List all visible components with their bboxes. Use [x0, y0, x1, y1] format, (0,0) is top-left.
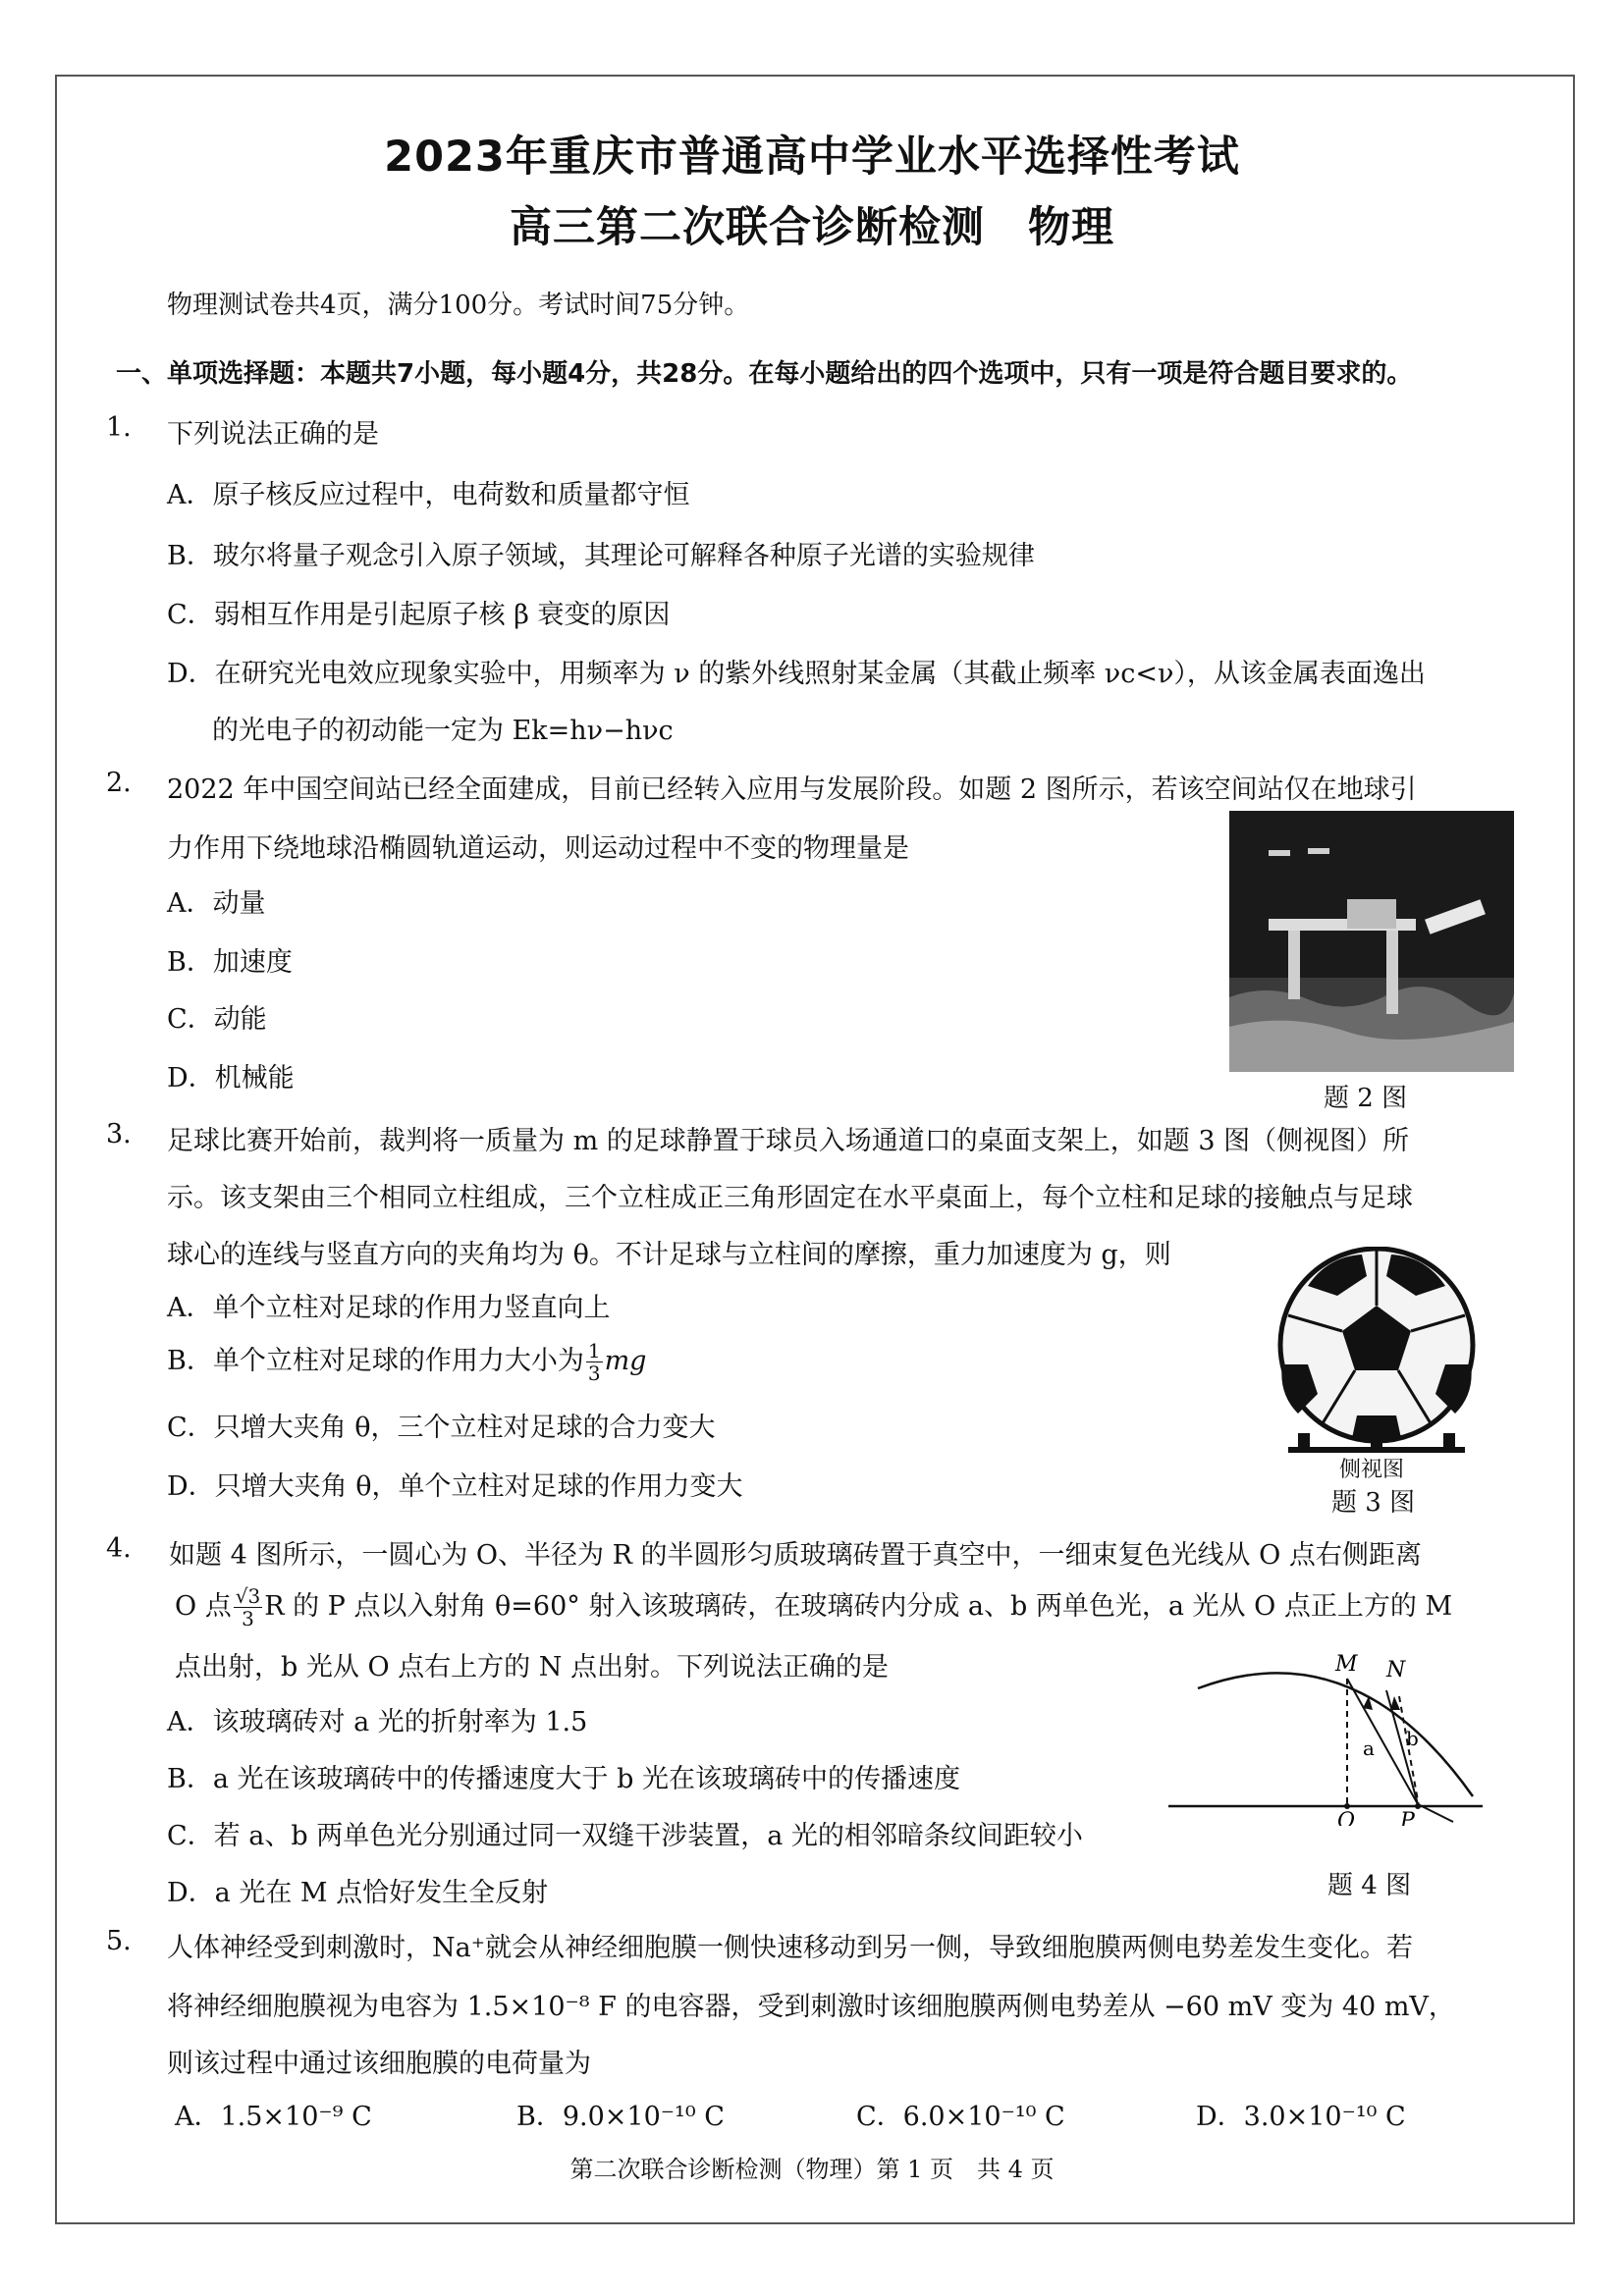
q2-option-b: B．加速度: [167, 947, 293, 978]
exam-title: 2023年重庆市普通高中学业水平选择性考试: [384, 133, 1240, 182]
semicircle-prism-diagram: [1159, 1649, 1492, 1826]
label-m: M: [1335, 1652, 1358, 1677]
q3-option-d: D．只增大夹角 θ，单个立柱对足球的作用力变大: [167, 1471, 743, 1502]
q4-number: 4.: [106, 1533, 132, 1564]
soccer-ball-figure: [1269, 1247, 1485, 1453]
q3-stem-line1: 足球比赛开始前，裁判将一质量为 m 的足球静置于球员入场通道口的桌面支架上，如题 3 图（侧视图）所: [167, 1126, 1410, 1156]
q3-option-c: C．只增大夹角 θ，三个立柱对足球的合力变大: [167, 1413, 716, 1443]
space-station-photo: [1229, 811, 1514, 1072]
section-heading: 一、单项选择题：本题共7小题，每小题4分，共28分。在每小题给出的四个选项中，只有一项是符合题目要求的。: [116, 359, 1413, 389]
q5-stem-line3: 则该过程中通过该细胞膜的电荷量为: [167, 2049, 591, 2079]
q3-figure-caption: 题 3 图: [1331, 1488, 1416, 1518]
q5-option-d: D．3.0×10⁻¹⁰ C: [1196, 2102, 1406, 2132]
q1-number: 1.: [106, 412, 132, 443]
q5-number: 5.: [106, 1926, 132, 1956]
label-a: a: [1363, 1736, 1375, 1760]
q3-option-a: A．单个立柱对足球的作用力竖直向上: [167, 1293, 611, 1323]
fraction-one-third: $\frac{1}{3}$: [587, 1339, 601, 1385]
q5-stem-line2: 将神经细胞膜视为电容为 1.5×10⁻⁸ F 的电容器，受到刺激时该细胞膜两侧电势差从 −60 mV 变为 40 mV，: [167, 1992, 1455, 2022]
label-b: b: [1406, 1727, 1419, 1750]
exam-subtitle: 高三第二次联合诊断检测 物理: [510, 203, 1114, 252]
q4-stem-line2: O 点 $\frac{√3}{3}$ R 的 P 点以入射角 θ=60° 射入该玻璃砖，在玻璃砖内分成 a、b 两单色光，a 光从 O 点正上方的 M: [175, 1584, 1453, 1630]
q3-option-b: [167, 1339, 646, 1384]
label-o: O: [1337, 1809, 1356, 1826]
q2-number: 2.: [106, 768, 132, 798]
q1-option-d-line2: 的光电子的初动能一定为 Ek=hν−hνc: [212, 716, 674, 746]
q4-stem-line1: 如题 4 图所示，一圆心为 O、半径为 R 的半圆形匀质玻璃砖置于真空中，一细束复色光线从 O 点右侧距离: [169, 1540, 1422, 1571]
q5-option-b: B．9.0×10⁻¹⁰ C: [516, 2102, 725, 2132]
q5-option-a: A．1.5×10⁻⁹ C: [175, 2102, 372, 2132]
q4-option-d: D．a 光在 M 点恰好发生全反射: [167, 1878, 549, 1908]
q3-side-view-label: 侧视图: [1339, 1458, 1405, 1482]
exam-intro: 物理测试卷共4页，满分100分。考试时间75分钟。: [167, 291, 750, 320]
q3-option-b-mg: mg: [604, 1346, 647, 1376]
q2-option-c: C．动能: [167, 1004, 267, 1035]
q3-stem-line2: 示。该支架由三个相同立柱组成，三个立柱成正三角形固定在水平桌面上，每个立柱和足球的接触点与足球: [167, 1183, 1413, 1213]
q1-option-a: A．原子核反应过程中，电荷数和质量都守恒: [167, 480, 690, 510]
fraction-sqrt3-over-3: $\frac{√3}{3}$: [235, 1584, 261, 1630]
label-n: N: [1386, 1658, 1406, 1682]
q1-option-c: C．弱相互作用是引起原子核 β 衰变的原因: [167, 600, 671, 630]
q1-option-d-line1: D．在研究光电效应现象实验中，用频率为 ν 的紫外线照射某金属（其截止频率 νc<ν），从该金属表面逸出: [167, 659, 1426, 689]
q2-option-a: A．动量: [167, 888, 266, 919]
q3-option-b-text: B．单个立柱对足球的作用力大小为: [167, 1346, 584, 1376]
q4-stem-line3: 点出射，b 光从 O 点右上方的 N 点出射。下列说法正确的是: [175, 1652, 889, 1682]
q2-option-d: D．机械能: [167, 1063, 295, 1094]
q4-option-b: B．a 光在该玻璃砖中的传播速度大于 b 光在该玻璃砖中的传播速度: [167, 1764, 960, 1794]
q5-option-c: C．6.0×10⁻¹⁰ C: [856, 2102, 1065, 2132]
q3-stem-line3: 球心的连线与竖直方向的夹角均为 θ。不计足球与立柱间的摩擦，重力加速度为 g，则: [167, 1240, 1171, 1270]
q4-option-c: C．若 a、b 两单色光分别通过同一双缝干涉装置，a 光的相邻暗条纹间距较小: [167, 1821, 1083, 1851]
q4-figure-caption: 题 4 图: [1327, 1871, 1412, 1900]
q4-option-a: A．该玻璃砖对 a 光的折射率为 1.5: [167, 1707, 588, 1737]
q5-stem-line1: 人体神经受到刺激时，Na⁺就会从神经细胞膜一侧快速移动到另一侧，导致细胞膜两侧电势差发生变化。若: [167, 1933, 1413, 1963]
q1-option-b: B．玻尔将量子观念引入原子领域，其理论可解释各种原子光谱的实验规律: [167, 541, 1035, 571]
q1-stem: 下列说法正确的是: [167, 419, 379, 450]
label-p: P: [1400, 1809, 1415, 1826]
q3-number: 3.: [106, 1119, 132, 1149]
q2-figure-caption: 题 2 图: [1324, 1084, 1408, 1113]
q2-stem-line1: 2022 年中国空间站已经全面建成，目前已经转入应用与发展阶段。如题 2 图所示，若该空间站仅在地球引: [167, 774, 1417, 805]
page-footer: 第二次联合诊断检测（物理）第 1 页 共 4 页: [569, 2156, 1055, 2183]
q2-stem-line2: 力作用下绕地球沿椭圆轨道运动，则运动过程中不变的物理量是: [167, 833, 909, 864]
